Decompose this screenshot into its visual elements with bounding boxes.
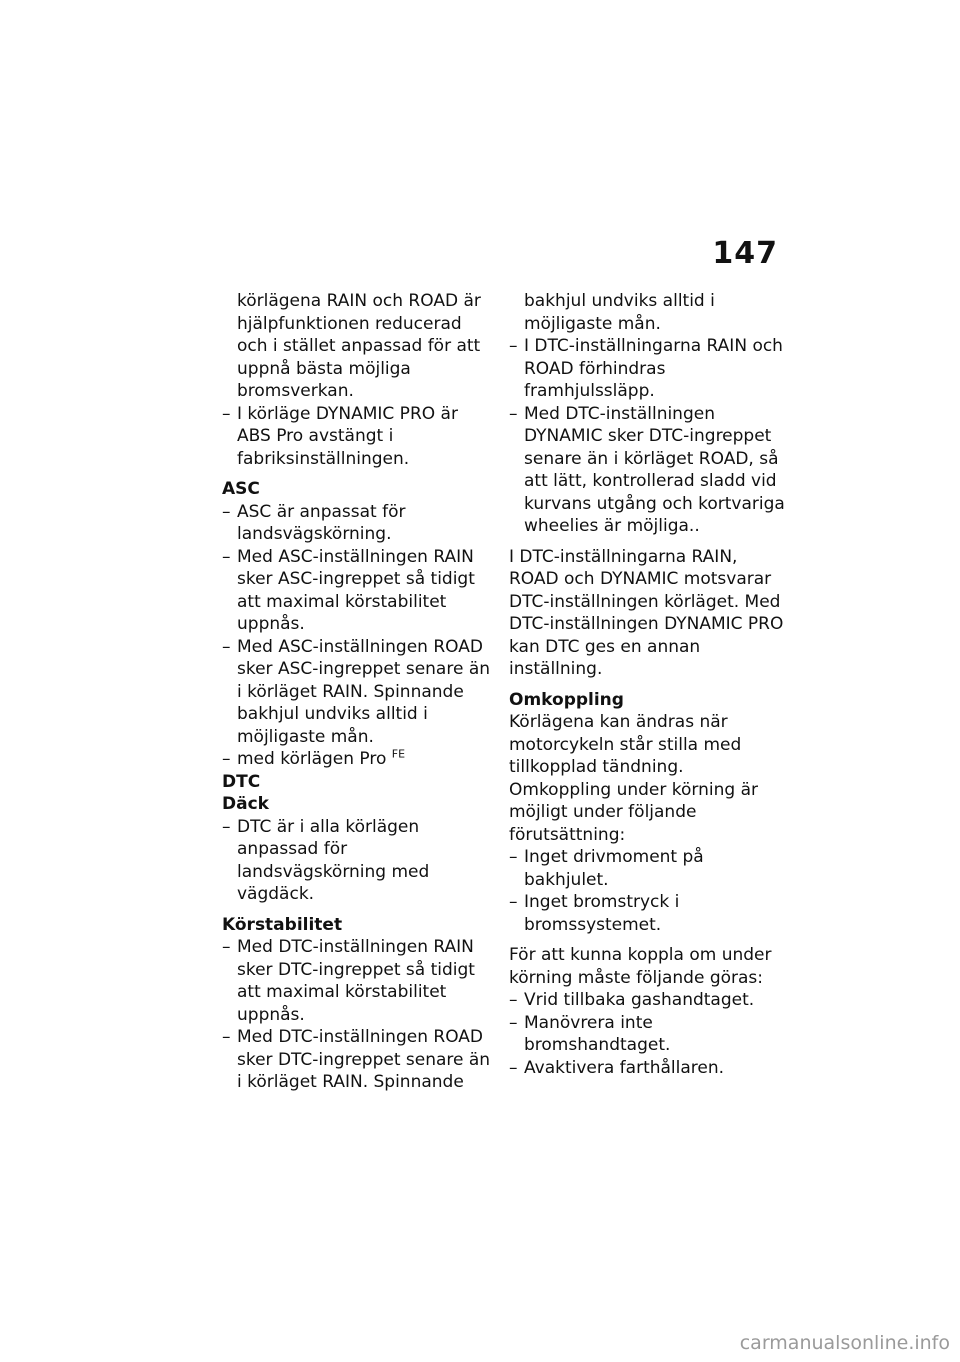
list-item: – ASC är anpassat för landsvägskörning. [222, 501, 406, 544]
action-list [509, 989, 787, 1079]
continuation-text: körlägena RAIN och ROAD är hjälpfunktionen reducerad och i stället anpassad för att uppnå bästa möjliga bromsverkan. [237, 291, 481, 401]
tyre-list [222, 816, 494, 906]
right-column [509, 290, 787, 1079]
switch-list [509, 846, 787, 936]
pro-superscript: FE [391, 747, 406, 761]
watermark: carmanualsonline.info [739, 1332, 950, 1354]
stability-list [222, 936, 494, 1094]
switch-heading: Omkoppling [509, 689, 624, 710]
stability-heading: Körstabilitet [222, 914, 343, 935]
pro-list [222, 748, 494, 771]
list-item: – Avaktivera farthållaren. [509, 1057, 725, 1078]
list-item: – Med DTC-inställningen RAIN sker DTC-ingreppet så tidigt att maximal körstabilitet uppnås. [222, 937, 475, 1025]
list-item: – med körlägen Pro $^{FE}$ [222, 747, 406, 769]
switch-paragraph: För att kunna koppla om under körning måste följande göras: [509, 945, 772, 988]
dtc-list [509, 335, 787, 538]
list-item: – Inget drivmoment på bakhjulet. [509, 847, 704, 890]
list-item: – Med DTC-inställningen DYNAMIC sker DTC-ingreppet senare än i körläget ROAD, så att lätt, kontrollerad sladd vid kurvans utgång och kortvariga wheelies är möjliga.. [509, 403, 785, 536]
page-number: 147 [712, 236, 778, 271]
list-item: – I körläge DYNAMIC PRO är ABS Pro avstängt i fabriksinställningen. [222, 403, 458, 469]
dtc-heading: DTC [222, 771, 261, 792]
list-item: – Vrid tillbaka gashandtaget. [509, 990, 755, 1010]
abs-list [222, 403, 494, 471]
list-item: – Med DTC-inställningen ROAD sker DTC-ingreppet senare än i körläget RAIN. Spinnande [222, 1027, 491, 1092]
list-item: – DTC är i alla körlägen anpassad för landsvägskörning med vägdäck. [222, 816, 430, 904]
switch-text: Körlägena kan ändras när motorcykeln står stilla med tillkopplad tändning. Omkoppling under körning är möjligt under följande förutsättning: [509, 712, 758, 845]
list-item: – Manövrera inte bromshandtaget. [509, 1012, 671, 1055]
dtc-paragraph: I DTC-inställningarna RAIN, ROAD och DYNAMIC motsvarar DTC-inställningen körläget. Med DTC-inställningen DYNAMIC PRO kan DTC ges en annan inställning. [509, 546, 784, 679]
asc-heading: ASC [222, 479, 260, 499]
list-item: – Med ASC-inställningen ROAD sker ASC-ingreppet senare än i körläget RAIN. Spinnande bakhjul undviks alltid i möjligaste mån. [222, 636, 491, 747]
tyre-heading: Däck [222, 794, 269, 814]
asc-list [222, 501, 494, 749]
continuation-text: bakhjul undviks alltid i möjligaste mån. [524, 291, 715, 334]
list-item: – I DTC-inställningarna RAIN och ROAD förhindras framhjulssläpp. [509, 336, 783, 401]
list-item: – Med ASC-inställningen RAIN sker ASC-ingreppet så tidigt att maximal körstabilitet uppnås. [222, 546, 475, 634]
left-column [222, 290, 494, 1094]
list-item: – Inget bromstryck i bromssystemet. [509, 892, 680, 935]
